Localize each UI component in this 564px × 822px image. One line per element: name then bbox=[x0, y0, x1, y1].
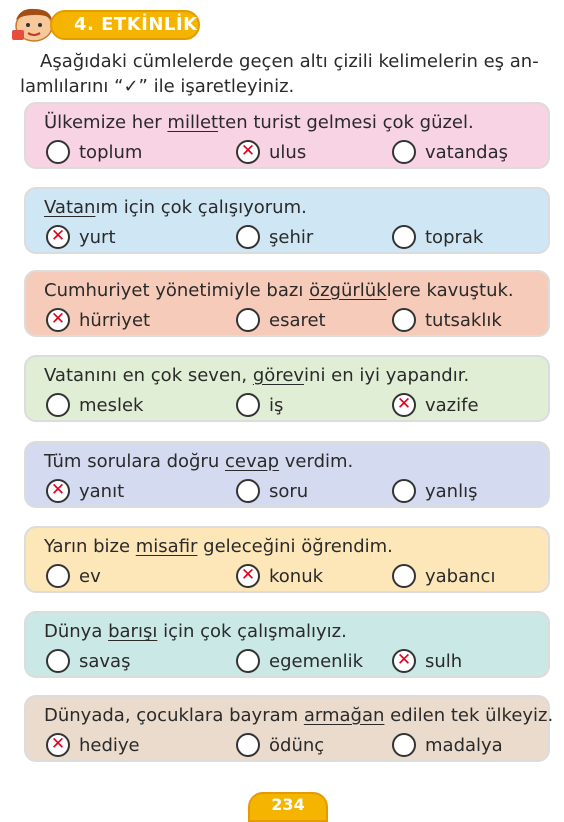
checked-circle-icon[interactable] bbox=[46, 308, 70, 332]
instruction-text: Aşağıdaki cümlelerde geçen altı çizili kelimelerin eş an- lamlılarını “✓” ile işaretleyiniz. bbox=[20, 51, 539, 97]
x-mark-icon: ✕ bbox=[396, 394, 412, 414]
underlined-word: görev bbox=[252, 365, 305, 386]
answer-option[interactable] bbox=[46, 647, 130, 675]
empty-circle-icon[interactable] bbox=[236, 479, 260, 503]
empty-circle-icon[interactable] bbox=[392, 225, 416, 249]
answer-option[interactable] bbox=[46, 223, 116, 251]
question-card bbox=[24, 695, 554, 762]
answer-option[interactable] bbox=[46, 138, 142, 166]
underlined-word: misafir bbox=[135, 536, 198, 557]
question-sentence: Vatanını en çok seven, görevini en iyi yapandır. bbox=[44, 365, 470, 386]
answer-option[interactable] bbox=[236, 138, 306, 166]
answer-option[interactable] bbox=[46, 306, 150, 334]
answer-option[interactable] bbox=[236, 306, 326, 334]
question-sentence: Ülkemize her milletten turist gelmesi çok güzel. bbox=[44, 112, 474, 133]
empty-circle-icon[interactable] bbox=[392, 733, 416, 757]
option-label: soru bbox=[269, 480, 309, 502]
answer-option[interactable] bbox=[392, 391, 479, 419]
empty-circle-icon[interactable] bbox=[46, 649, 70, 673]
checked-circle-icon[interactable] bbox=[236, 140, 260, 164]
option-label: meslek bbox=[79, 394, 144, 416]
underlined-word: Vatan bbox=[44, 197, 96, 218]
empty-circle-icon[interactable] bbox=[236, 308, 260, 332]
x-mark-icon: ✕ bbox=[50, 226, 66, 246]
question-card bbox=[24, 270, 550, 337]
checked-circle-icon[interactable] bbox=[236, 564, 260, 588]
option-label: sulh bbox=[425, 650, 463, 672]
answer-option[interactable] bbox=[46, 477, 124, 505]
empty-circle-icon[interactable] bbox=[236, 225, 260, 249]
answer-option[interactable] bbox=[236, 477, 308, 505]
question-sentence: Dünyada, çocuklara bayram armağan edilen tek ülkeyiz. bbox=[44, 705, 554, 726]
answer-option[interactable] bbox=[392, 306, 502, 334]
answer-option[interactable] bbox=[46, 391, 144, 419]
x-mark-icon: ✕ bbox=[50, 480, 66, 500]
option-label: vatandaş bbox=[425, 141, 509, 163]
answer-option[interactable] bbox=[236, 562, 323, 590]
x-mark-icon: ✕ bbox=[50, 309, 66, 329]
option-label: yabancı bbox=[425, 565, 496, 587]
option-label: esaret bbox=[269, 309, 326, 331]
option-label: toplum bbox=[79, 141, 143, 163]
option-label: ulus bbox=[269, 141, 307, 163]
underlined-word: cevap bbox=[224, 451, 280, 472]
empty-circle-icon[interactable] bbox=[236, 393, 260, 417]
answer-option[interactable] bbox=[392, 138, 508, 166]
option-label: ödünç bbox=[269, 734, 325, 756]
question-card bbox=[24, 611, 550, 678]
option-label: egemenlik bbox=[269, 650, 364, 672]
option-label: toprak bbox=[425, 226, 484, 248]
question-sentence: Tüm sorulara doğru cevap verdim. bbox=[44, 451, 354, 472]
option-label: yanıt bbox=[79, 480, 125, 502]
x-mark-icon: ✕ bbox=[240, 565, 256, 585]
answer-option[interactable] bbox=[236, 647, 363, 675]
empty-circle-icon[interactable] bbox=[46, 393, 70, 417]
answer-option[interactable] bbox=[46, 562, 101, 590]
empty-circle-icon[interactable] bbox=[392, 140, 416, 164]
question-card bbox=[24, 187, 550, 254]
answer-option[interactable] bbox=[392, 477, 477, 505]
answer-option[interactable] bbox=[392, 731, 503, 759]
option-label: iş bbox=[269, 394, 284, 416]
x-mark-icon: ✕ bbox=[396, 650, 412, 670]
option-label: hürriyet bbox=[79, 309, 151, 331]
answer-option[interactable] bbox=[236, 731, 324, 759]
checked-circle-icon[interactable] bbox=[392, 649, 416, 673]
empty-circle-icon[interactable] bbox=[236, 733, 260, 757]
activity-header bbox=[6, 4, 206, 42]
question-sentence: Cumhuriyet yönetimiyle bazı özgürlüklere kavuştuk. bbox=[44, 280, 514, 301]
question-sentence: Vatanım için çok çalışıyorum. bbox=[44, 197, 307, 218]
checked-circle-icon[interactable] bbox=[392, 393, 416, 417]
question-card bbox=[24, 102, 550, 169]
underlined-word: millet bbox=[167, 112, 219, 133]
question-sentence: Dünya barışı için çok çalışmalıyız. bbox=[44, 621, 347, 642]
option-label: ev bbox=[79, 565, 101, 587]
option-label: vazife bbox=[425, 394, 479, 416]
answer-option[interactable] bbox=[392, 647, 462, 675]
activity-title: 4. ETKİNLİK bbox=[74, 14, 198, 35]
checked-circle-icon[interactable] bbox=[46, 733, 70, 757]
answer-option[interactable] bbox=[392, 223, 483, 251]
option-label: yurt bbox=[79, 226, 116, 248]
option-label: yanlış bbox=[425, 480, 478, 502]
empty-circle-icon[interactable] bbox=[46, 564, 70, 588]
empty-circle-icon[interactable] bbox=[392, 479, 416, 503]
option-label: madalya bbox=[425, 734, 503, 756]
underlined-word: armağan bbox=[303, 705, 385, 726]
empty-circle-icon[interactable] bbox=[236, 649, 260, 673]
x-mark-icon: ✕ bbox=[240, 141, 256, 161]
empty-circle-icon[interactable] bbox=[392, 564, 416, 588]
empty-circle-icon[interactable] bbox=[46, 140, 70, 164]
option-label: hediye bbox=[79, 734, 140, 756]
checked-circle-icon[interactable] bbox=[46, 479, 70, 503]
underlined-word: barışı bbox=[108, 621, 158, 642]
answer-option[interactable] bbox=[236, 223, 313, 251]
answer-option[interactable] bbox=[46, 731, 140, 759]
option-label: tutsaklık bbox=[425, 309, 502, 331]
checked-circle-icon[interactable] bbox=[46, 225, 70, 249]
answer-option[interactable] bbox=[392, 562, 495, 590]
question-sentence: Yarın bize misafir geleceğini öğrendim. bbox=[44, 536, 393, 557]
page-number: 234 bbox=[248, 792, 328, 822]
question-card bbox=[24, 355, 550, 422]
option-label: savaş bbox=[79, 650, 131, 672]
underlined-word: özgürlük bbox=[309, 280, 387, 301]
option-label: konuk bbox=[269, 565, 324, 587]
question-card bbox=[24, 526, 550, 593]
x-mark-icon: ✕ bbox=[50, 734, 66, 754]
empty-circle-icon[interactable] bbox=[392, 308, 416, 332]
option-label: şehir bbox=[269, 226, 314, 248]
question-card bbox=[24, 441, 550, 508]
answer-option[interactable] bbox=[236, 391, 283, 419]
